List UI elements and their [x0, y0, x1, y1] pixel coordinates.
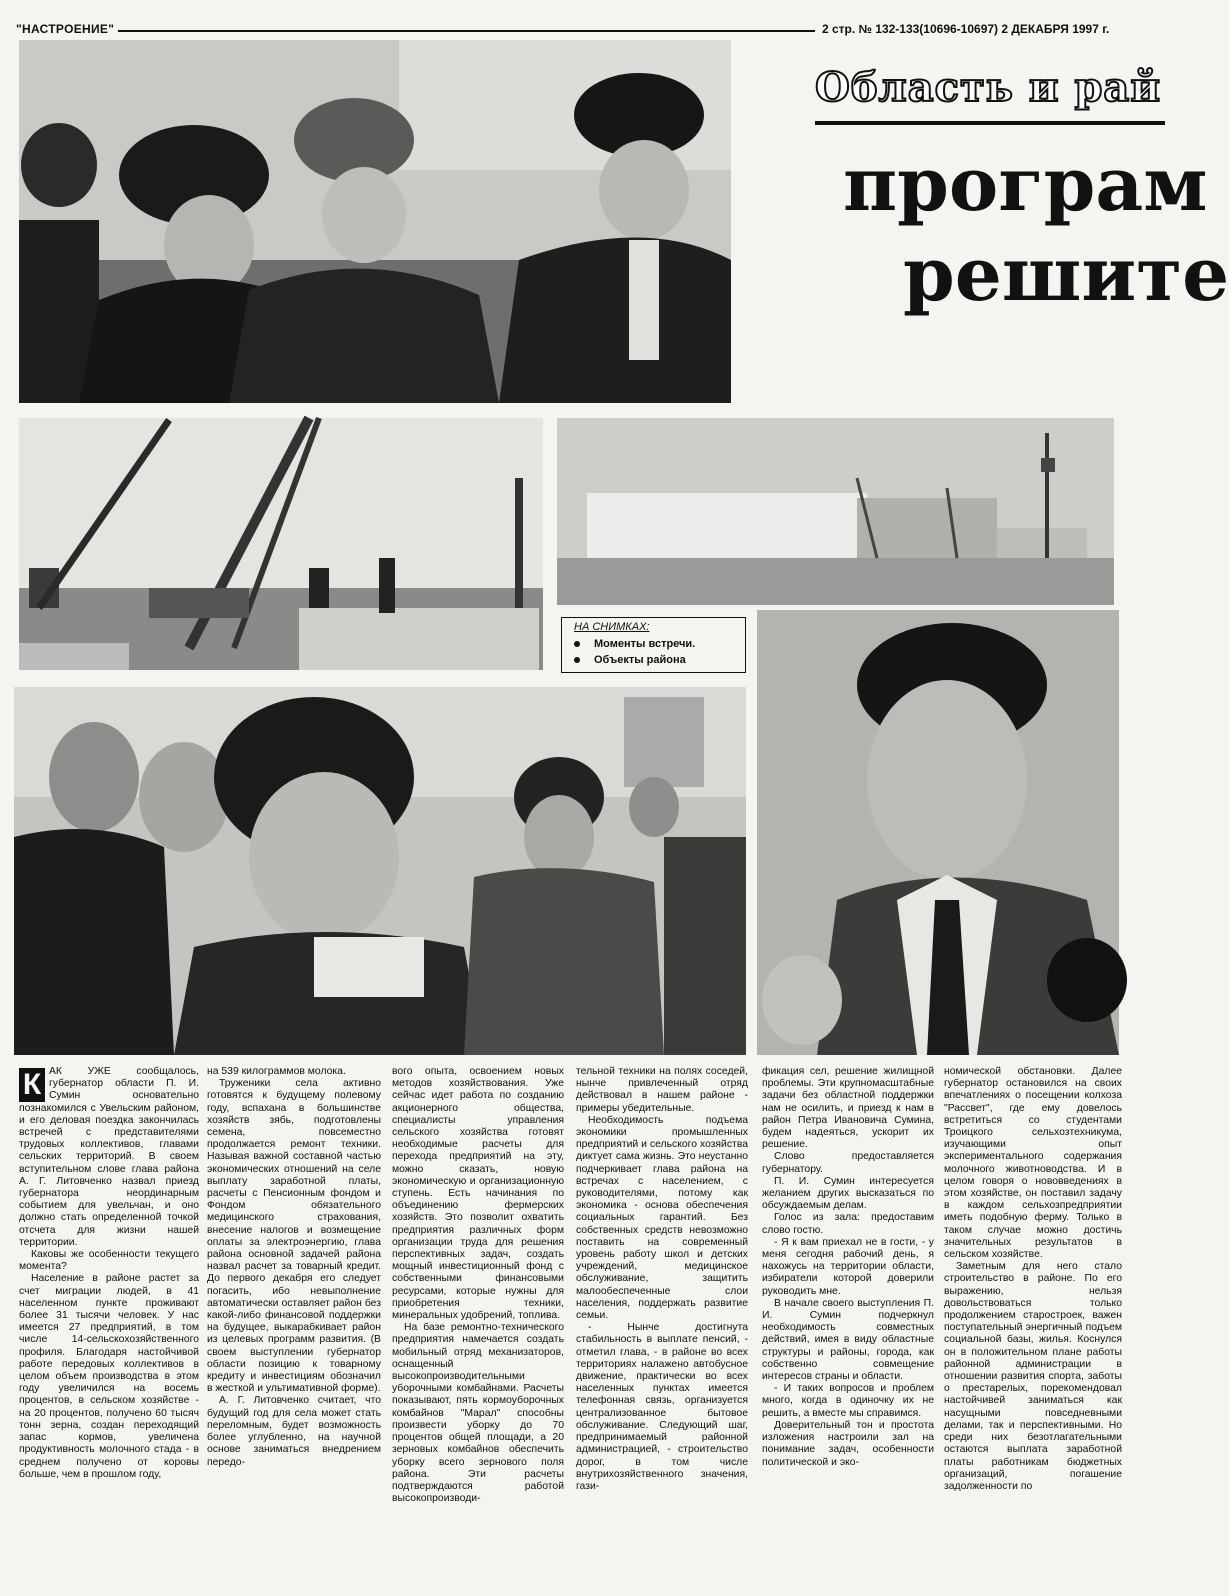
paragraph: А. Г. Литовченко считает, что будущий год для села может стать переломным, будет возможность более углубленно, на научной основе заниматься внедрением передо-	[207, 1395, 381, 1468]
caption-item: Моменты встречи.	[574, 638, 695, 650]
photo-construction-site	[19, 418, 543, 670]
paragraph: Голос из зала: предоставим слово гостю.	[762, 1212, 934, 1236]
paragraph: Необходимость подъема экономики промышленных предприятий и сельского хозяйства диктует сама жизнь. Это неустанно подчеркивает глава района на встречах с населением, с руководителями, потому как экономика - основа обеспечения социальных гарантий. Без собственных средств невозможно поставить на современный уровень работу школ и детских учреждений, медицинское обслуживание, защитить малообеспеченные слои населения, поддержать развитие семьи.	[576, 1114, 748, 1322]
paragraph: Население в районе растет за счет миграции людей, в 41 населенном пункте проживают более 31 тысячи человек. У нас имеется 27 предприятий, в том числе 14-сельскохозяйственного профиля. Благодаря настойчивой работе передовых коллективов в целом объем производства в этом году увеличился на восемь процентов, в сельском хозяйстве - на 20 процентов, получено 60 тысяч тонн зерна, создан переходящий запас кормов, увеличена продуктивность молочного стада - в среднем получено от коровы больше, чем в прошлом году,	[19, 1273, 199, 1480]
section-name: "НАСТРОЕНИЕ"	[16, 22, 115, 36]
photo-industrial-building	[557, 418, 1114, 605]
paragraph: на 539 килограммов молока.	[207, 1066, 346, 1077]
article-column-3	[392, 1066, 564, 1594]
photo-audience-meeting	[14, 687, 746, 1055]
headline-rule	[815, 121, 1165, 125]
paragraph: В начале своего выступления П. И. Сумин подчеркнул необходимость совместных действий, имея в виду областные структуры и районы, города, как собственно совмещение интересов страны и области.	[762, 1297, 934, 1383]
paragraph: Доверительный тон и простота изложения настроили зал на понимание задач, особенности политической и эко-	[762, 1419, 934, 1468]
header-rule	[118, 30, 815, 32]
caption-title: НА СНИМКАХ:	[574, 621, 650, 633]
paragraph: номической обстановки. Далее губернатор остановился на своих впечатлениях о посещении колхоза "Рассвет", где ему довелось встретиться со студентами Троицкого сельхозтехникума, изучающими опыт экспериментального содержания молочного животноводства. И в целом говоря о нововведениях в этом хозяйстве, он поставил задачу в каждом сельхозпредприятии иметь подобную ферму. Только в таком случае можно достичь значительных результатов в сельском хозяйстве.	[944, 1066, 1122, 1261]
drop-cap: К	[19, 1068, 45, 1102]
headline-line-1: Область и рай	[815, 64, 1162, 111]
paragraph: АК УЖЕ сообщалось, губернатор области П. И. Сумин основательно познакомился с Увельским районом, и его деловая поездка закончилась встречей с представителями трудовых коллективов, главами сельских территорий. В своем вступительном слове глава района А. Г. Литовченко назвал приезд губернатора неординарным событием для увельчан, и оно должно стать определенной точкой отсчета для жизни нашей территории.	[19, 1066, 199, 1248]
paragraph: - Я к вам приехал не в гости, - у меня сегодня рабочий день, я нахожусь на территории области, избиратели которой доверили руководить мне.	[762, 1236, 934, 1297]
paragraph: Слово предоставляется губернатору.	[762, 1151, 934, 1175]
paragraph: Каковы же особенности текущего момента?	[19, 1249, 199, 1273]
photo-caption-box	[561, 617, 746, 673]
photo-officials-meeting	[19, 40, 731, 403]
article-column-6	[944, 1066, 1122, 1594]
article-column-1	[19, 1066, 199, 1594]
paragraph: - И таких вопросов и проблем много, когда в одиночку их не решить, а вместе мы справимся.	[762, 1383, 934, 1419]
paragraph: Труженики села активно готовятся к будущему полевому году, вспахана в большинстве хозяйств зябь, подготовлены семена, повсеместно продолжается ремонт техники. Называя важной составной частью экономических отношений на селе выплату заработной платы, расчеты с Пенсионным фондом и Фондом обязательного медицинского страхования, внесение налогов и возмещение оплаты за электроэнергию, глава района основной задачей района назвал расчет за товарный кредит. До первого декабря его следует погасить, ибо невыполнение автоматически оставляет район без какой-либо финансовой поддержки на будущее, выкарабкивает район из целевых программ развития. (В своем выступлении губернатор области позицию к товарному кредиту и инвестициям обозначил в жесткой и ультимативной форме).	[207, 1078, 381, 1395]
photo-governor-portrait	[757, 610, 1119, 1055]
paragraph: - Нынче достигнута стабильность в выплате пенсий, - отметил глава, - в районе во всех территориях налажено автобусное движение, практически во всех населенных пунктах имеется телефонная связь, организуется централизованное бытовое обслуживание. Следующий шаг, предпринимаемый районной администрацией, - строительство дорог, в том числе внутрихозяйственного значения, гази-	[576, 1322, 748, 1492]
bullet-icon	[574, 641, 580, 647]
headline-line-3: решите	[903, 232, 1229, 318]
paragraph: тельной техники на полях соседей, нынче привлеченный отряд действовал в нашем районе - примеры убедительные.	[576, 1066, 748, 1114]
article-column-5	[762, 1066, 934, 1594]
headline-line-2: програм	[843, 142, 1208, 228]
issue-info: 2 стр. № 132-133(10696-10697) 2 ДЕКАБРЯ 1997 г.	[822, 22, 1110, 36]
paragraph: П. И. Сумин интересуется желанием других высказаться по обсуждаемым делам.	[762, 1175, 934, 1212]
caption-item: Объекты района	[574, 654, 686, 666]
paragraph: фикация сел, решение жилищной проблемы. Эти крупномасштабные задачи без областной поддержки нам не осилить, и приезд к нам в район Петра Ивановича Сумина, будем надеяться, ускорит их решение.	[762, 1066, 934, 1151]
paragraph: вого опыта, освоением новых методов хозяйствования. Уже сейчас идет работа по созданию акционерного общества, специалисты управления сельского хозяйства готовят необходимые расчеты для перехода предприятий на эту, можно сказать, новую экономическую и организационную ступень. Есть начинания по объединению фермерских хозяйств. Это позволит охватить предприятия различных форм организации труда для решения перспективных задач, создать мощный инвестиционный фонд с собственными финансовыми ресурсами, которые нужны для приобретения техники, минеральных удобрений, топлива.	[392, 1066, 564, 1322]
bullet-icon	[574, 657, 580, 663]
paragraph: Заметным для него стало строительство в районе. По его выражению, нельзя довольствоваться только продолжением старостроек, важен поступательный энергичный подъем социальной базы, жилья. Коснулся он в положительном плане работы районной администрации в отношении развития спорта, заботы о престарелых, порекомендовал настойчивей заниматься как насущными повседневными делами, так и перспективными. Но среди них безотлагательными остаются выплата заработной платы работникам бюджетных организаций, погашение задолженности по	[944, 1261, 1122, 1492]
article-column-4	[576, 1066, 748, 1594]
article-column-2	[207, 1066, 381, 1594]
paragraph: На базе ремонтно-технического предприятия намечается создать мобильный отряд механизаторов, оснащенный высокопроизводительными уборочными комбайнами. Расчеты показывают, пять кормоуборочных комбайнов "Марал" способны произвести уборку до 70 процентов общей площади, а 20 зерновых комбайнов обеспечить уборку всего зернового поля района. Эти расчеты подтверждаются работой высокопроизводи-	[392, 1322, 564, 1505]
